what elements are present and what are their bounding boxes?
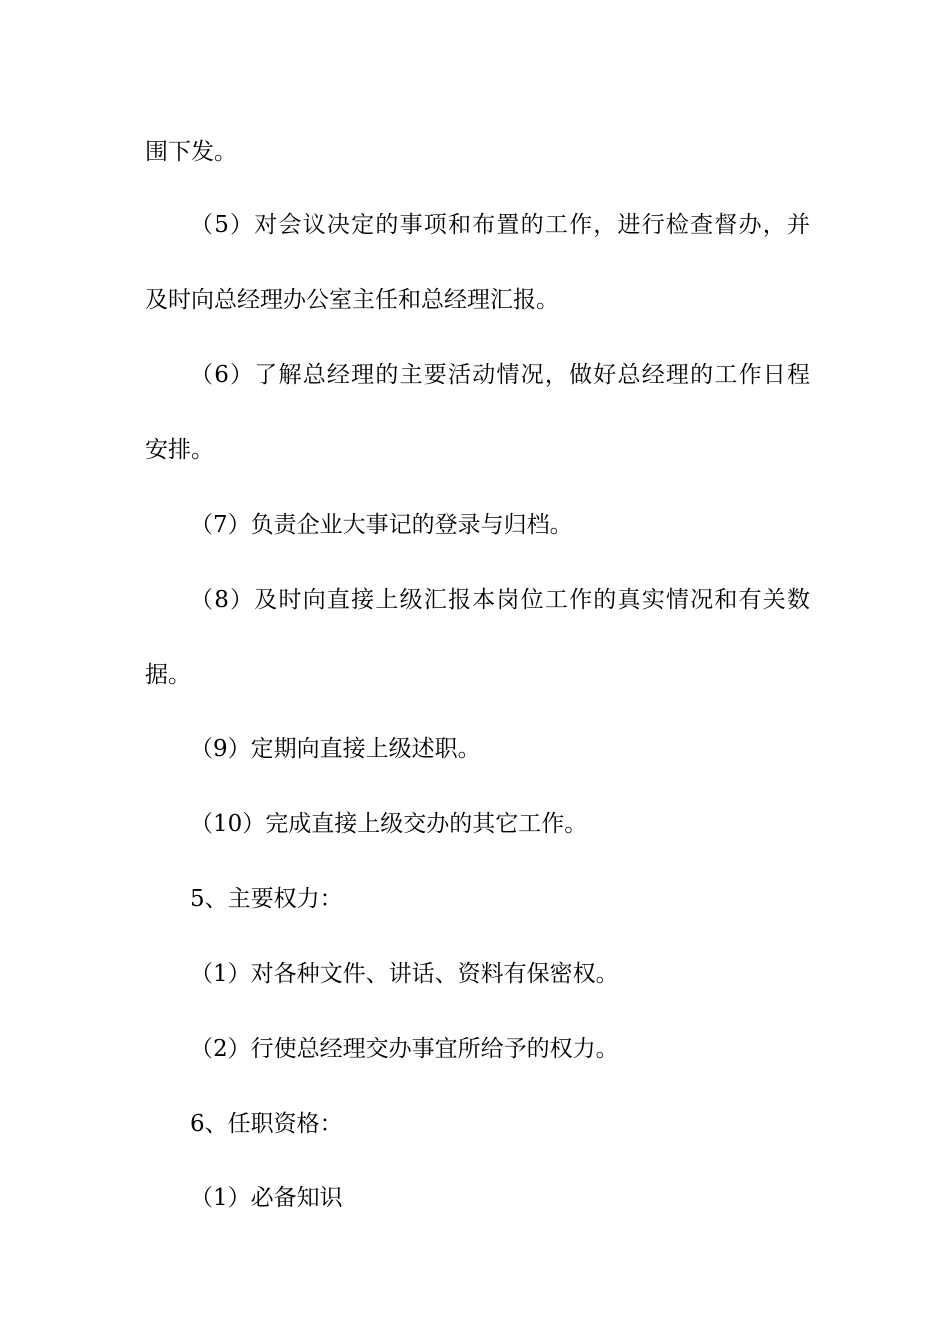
text-line: 据。 — [145, 662, 191, 688]
text-line: 围下发。 — [145, 139, 237, 165]
section-heading: 5、主要权力： — [190, 886, 343, 912]
text-line: （7）负责企业大事记的登录与归档。 — [190, 512, 573, 538]
text-line: （1）对各种文件、讲话、资料有保密权。 — [190, 961, 619, 987]
section-heading: 6、任职资格： — [190, 1111, 343, 1137]
text-line: （1）必备知识 — [190, 1185, 343, 1211]
text-line: （6）了解总经理的主要活动情况，做好总经理的工作日程 — [190, 362, 810, 388]
text-line: （9）定期向直接上级述职。 — [190, 736, 481, 762]
text-line: （8）及时向直接上级汇报本岗位工作的真实情况和有关数 — [190, 587, 810, 613]
text-line: 及时向总经理办公室主任和总经理汇报。 — [145, 287, 559, 313]
text-line: （10）完成直接上级交办的其它工作。 — [190, 811, 588, 837]
text-line: 安排。 — [145, 437, 214, 463]
text-line: （2）行使总经理交办事宜所给予的权力。 — [190, 1036, 619, 1062]
text-line: （5）对会议决定的事项和布置的工作，进行检查督办，并 — [190, 212, 810, 238]
